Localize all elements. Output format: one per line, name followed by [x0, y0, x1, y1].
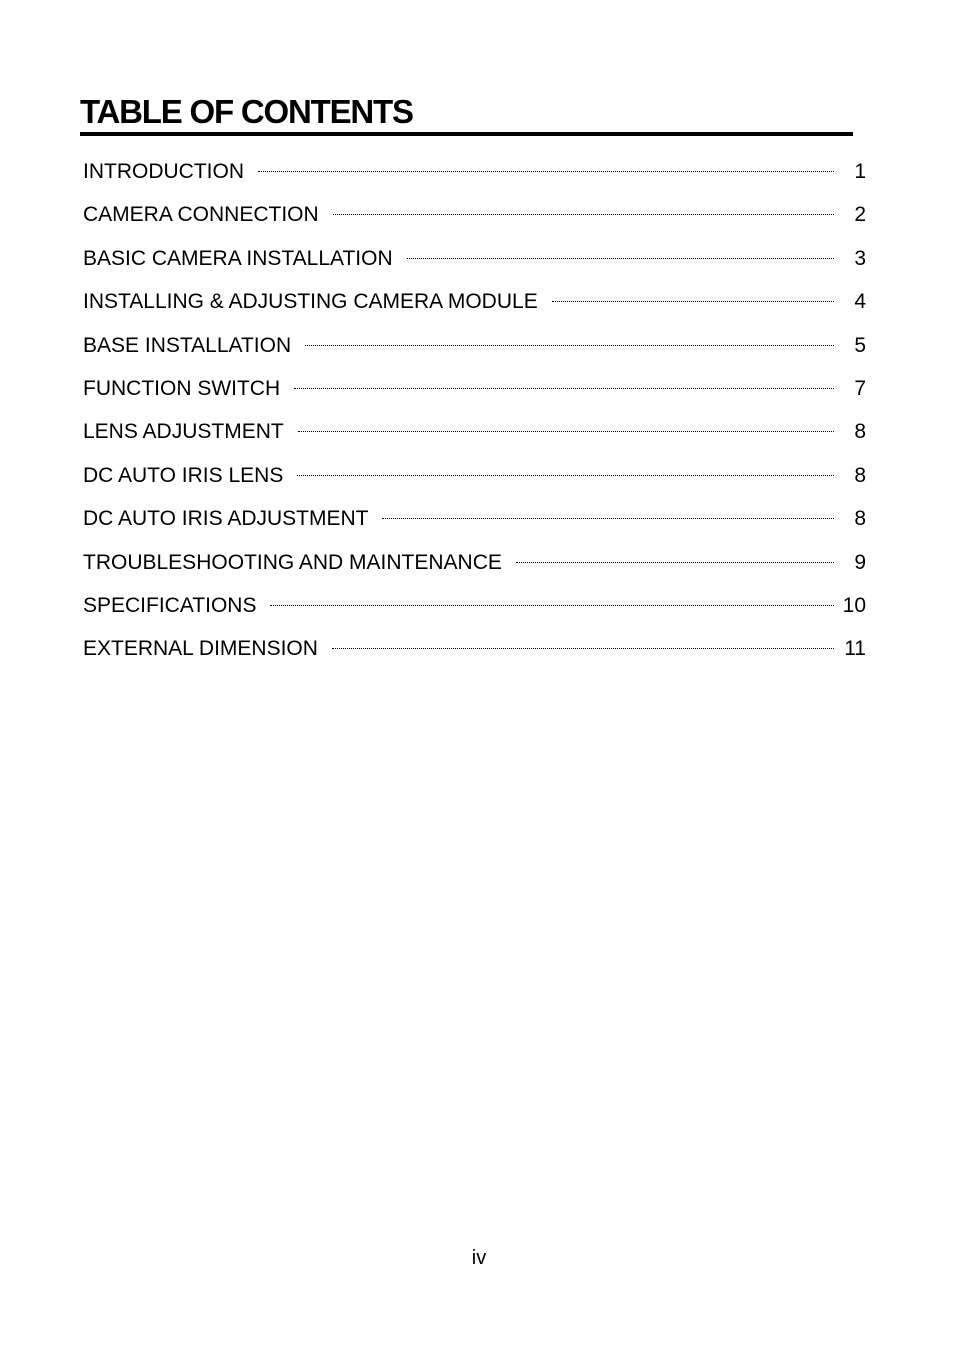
toc-entry-page: 5 [854, 333, 866, 357]
toc-entry-label: FUNCTION SWITCH [83, 376, 281, 400]
toc-entry[interactable] [83, 371, 866, 414]
toc-entry-label: CAMERA CONNECTION [83, 203, 319, 227]
toc-entry-label: DC AUTO IRIS ADJUSTMENT [83, 507, 369, 531]
toc-entry[interactable] [83, 197, 866, 240]
toc-entry[interactable] [83, 545, 866, 588]
toc-entry[interactable] [83, 284, 866, 327]
toc-entry-page: 1 [854, 160, 866, 183]
dot-leader [333, 197, 834, 240]
dot-leader [407, 241, 834, 284]
toc-entry[interactable] [83, 414, 866, 457]
toc-entry-label: SPECIFICATIONS [83, 593, 257, 617]
toc-entry-page: 11 [844, 637, 866, 661]
toc-entry-page: 10 [842, 593, 866, 617]
toc-entry[interactable] [83, 501, 866, 544]
toc-entry[interactable] [83, 631, 866, 674]
toc-entry-page: 3 [854, 246, 866, 270]
dot-leader [305, 328, 834, 371]
toc-entry-label: BASIC CAMERA INSTALLATION [83, 246, 393, 270]
toc-entry[interactable] [83, 328, 866, 371]
page-number: iv [471, 1247, 487, 1269]
dot-leader [258, 154, 834, 197]
toc-entry-label: DC AUTO IRIS LENS [83, 463, 284, 487]
toc-entry-label: EXTERNAL DIMENSION [83, 637, 318, 661]
toc-entry-page: 9 [854, 550, 866, 574]
toc-entry-label: TROUBLESHOOTING AND MAINTENANCE [83, 550, 502, 574]
dot-leader [552, 284, 834, 327]
toc-entry[interactable] [83, 241, 866, 284]
toc-list [83, 154, 866, 675]
toc-entry-label: INSTALLING & ADJUSTING CAMERA MODULE [83, 290, 538, 314]
toc-entry-page: 8 [854, 420, 866, 444]
toc-entry-label: INTRODUCTION [83, 160, 244, 183]
toc-entry-page: 2 [854, 203, 866, 227]
toc-entry-page: 4 [854, 290, 866, 314]
dot-leader [294, 371, 834, 414]
dot-leader [297, 458, 834, 501]
dot-leader [382, 501, 834, 544]
toc-entry[interactable] [83, 588, 866, 631]
dot-leader [298, 414, 834, 457]
toc-heading [80, 92, 853, 136]
toc-entry[interactable] [83, 458, 866, 501]
toc-entry-page: 8 [854, 507, 866, 531]
toc-entry-label: BASE INSTALLATION [83, 333, 292, 357]
dot-leader [332, 631, 834, 674]
dot-leader [516, 545, 834, 588]
dot-leader [270, 588, 834, 631]
toc-entry[interactable] [83, 154, 866, 197]
toc-entry-page: 7 [854, 376, 866, 400]
page-title: TABLE OF CONTENTS [80, 93, 413, 130]
toc-entry-page: 8 [854, 463, 866, 487]
toc-entry-label: LENS ADJUSTMENT [83, 420, 284, 444]
